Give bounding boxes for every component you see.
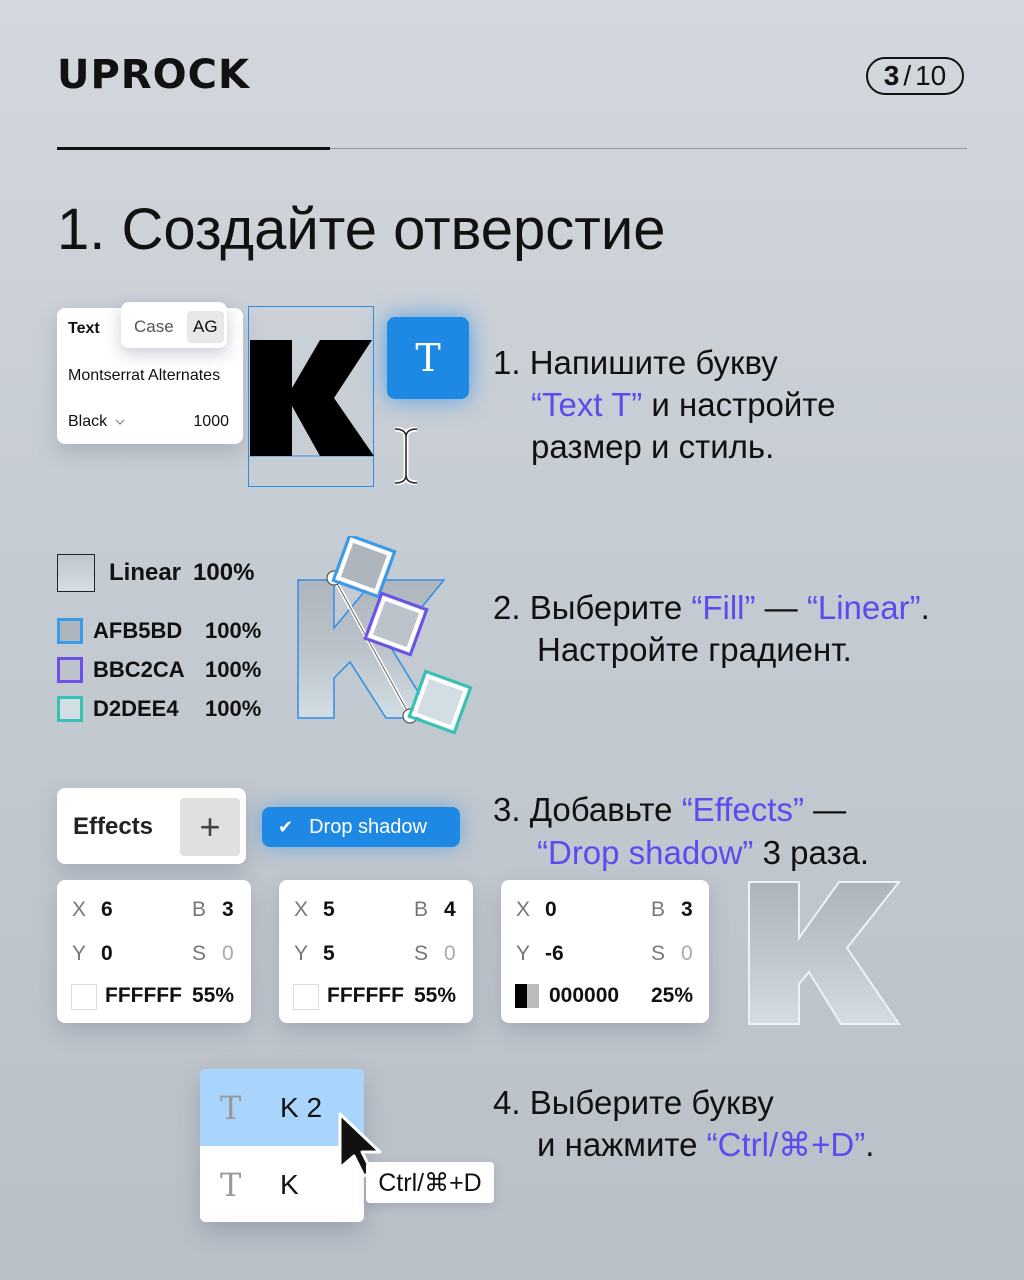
step1-quote: “Text T” bbox=[531, 386, 643, 423]
spread-value[interactable]: 0 bbox=[444, 942, 456, 965]
step4-text bbox=[493, 1082, 874, 1166]
step2-quote-linear: “Linear” bbox=[806, 589, 921, 626]
fill-type-row[interactable] bbox=[57, 554, 254, 592]
step2-quote-fill: “Fill” bbox=[691, 589, 756, 626]
shadow-color-hex[interactable]: FFFFFF bbox=[327, 984, 404, 1007]
embossed-letter-k-preview bbox=[743, 876, 903, 1028]
step2-line1: Выберите bbox=[529, 589, 692, 626]
effects-label: Effects bbox=[73, 813, 154, 840]
drop-shadow-label: Drop shadow bbox=[309, 815, 427, 838]
step3-text bbox=[493, 788, 869, 874]
gradient-stop-handle-3 bbox=[409, 671, 471, 733]
y-value[interactable]: 5 bbox=[323, 942, 335, 965]
fill-opacity: 100% bbox=[193, 559, 255, 586]
b-label: B bbox=[192, 898, 207, 921]
text-layer-icon: T bbox=[220, 1165, 242, 1204]
blur-value[interactable]: 3 bbox=[222, 898, 234, 921]
stop-opacity: 100% bbox=[205, 618, 262, 643]
page-title: 1. Создайте отверстие bbox=[57, 197, 666, 262]
step2-dot: . bbox=[920, 589, 930, 626]
letter-k-selected bbox=[248, 306, 374, 486]
blur-value[interactable]: 4 bbox=[444, 898, 456, 921]
step4-line1: Выберите букву bbox=[529, 1084, 774, 1121]
case-label: Case bbox=[134, 317, 174, 336]
s-label: S bbox=[651, 942, 666, 965]
step3-quote-dropshadow: “Drop shadow” bbox=[537, 834, 754, 871]
stop-color-swatch[interactable] bbox=[57, 618, 83, 644]
fill-preview-swatch[interactable] bbox=[57, 554, 95, 592]
case-uppercase-button[interactable]: AG bbox=[187, 311, 224, 343]
step2-dash: — bbox=[755, 589, 807, 626]
step2-number: 2. bbox=[493, 589, 521, 626]
x-value[interactable]: 5 bbox=[323, 898, 335, 921]
shadow-opacity[interactable]: 25% bbox=[651, 984, 694, 1007]
y-label: Y bbox=[72, 942, 87, 965]
shadow-opacity[interactable]: 55% bbox=[192, 984, 235, 1007]
y-label: Y bbox=[516, 942, 531, 965]
page-separator: / bbox=[903, 60, 912, 91]
y-value[interactable]: 0 bbox=[101, 942, 113, 965]
chevron-down-icon bbox=[115, 418, 125, 426]
progress-fill bbox=[57, 147, 330, 150]
s-label: S bbox=[192, 942, 207, 965]
step3-quote-effects: “Effects” bbox=[681, 791, 804, 828]
spread-value[interactable]: 0 bbox=[681, 942, 693, 965]
shadow-settings-card-3 bbox=[501, 880, 709, 1023]
step3-line1: Добавьте bbox=[529, 791, 682, 828]
text-label: Text bbox=[68, 320, 100, 337]
font-family-select[interactable]: Montserrat Alternates bbox=[68, 367, 221, 384]
uprock-logo: UPROCK bbox=[57, 52, 250, 98]
step3-line2: 3 раза. bbox=[753, 834, 870, 871]
shadow-settings-card-2 bbox=[279, 880, 473, 1023]
shadow-settings-card-1 bbox=[57, 880, 251, 1023]
shadow-color-hex[interactable]: 000000 bbox=[549, 984, 620, 1007]
y-label: Y bbox=[294, 942, 309, 965]
stop-color-swatch[interactable] bbox=[57, 696, 83, 722]
step2-line2: Настройте градиент. bbox=[537, 631, 852, 668]
font-weight-select[interactable] bbox=[68, 413, 125, 431]
text-cursor-icon bbox=[392, 427, 420, 485]
page-indicator bbox=[866, 57, 964, 95]
step2-text bbox=[493, 587, 930, 671]
gradient-stops-list bbox=[57, 615, 277, 725]
gradient-stop[interactable] bbox=[57, 693, 277, 725]
b-label: B bbox=[414, 898, 429, 921]
fill-type-label: Linear bbox=[109, 559, 182, 586]
text-layer-icon: T bbox=[220, 1088, 242, 1127]
shortcut-tooltip: Ctrl/⌘+D bbox=[366, 1162, 494, 1203]
case-popover bbox=[121, 302, 227, 348]
shadow-color-swatch[interactable] bbox=[293, 984, 319, 1010]
font-weight-value: Black bbox=[68, 413, 108, 430]
y-value[interactable]: -6 bbox=[545, 942, 564, 965]
text-tool-button[interactable]: T bbox=[387, 317, 469, 399]
stop-opacity: 100% bbox=[205, 657, 262, 682]
font-size-field[interactable]: 1000 bbox=[193, 413, 229, 430]
step4-line2: и нажмите bbox=[537, 1126, 707, 1163]
x-value[interactable]: 6 bbox=[101, 898, 113, 921]
shadow-opacity[interactable]: 55% bbox=[414, 984, 457, 1007]
shadow-color-swatch[interactable] bbox=[515, 984, 539, 1008]
step4-dot: . bbox=[865, 1126, 875, 1163]
stop-hex: AFB5BD bbox=[93, 618, 183, 643]
step4-quote-shortcut: “Ctrl/⌘+D” bbox=[706, 1126, 866, 1163]
x-value[interactable]: 0 bbox=[545, 898, 557, 921]
layer-name: K 2 bbox=[280, 1091, 323, 1123]
add-effect-button[interactable]: + bbox=[180, 798, 240, 856]
step3-dash: — bbox=[803, 791, 847, 828]
gradient-letter-k-illustration bbox=[294, 536, 474, 736]
page-current: 3 bbox=[883, 60, 900, 91]
gradient-stop[interactable] bbox=[57, 615, 277, 647]
b-label: B bbox=[651, 898, 666, 921]
x-label: X bbox=[294, 898, 309, 921]
step3-number: 3. bbox=[493, 791, 521, 828]
check-icon: ✔ bbox=[278, 816, 294, 837]
drop-shadow-option[interactable] bbox=[262, 807, 460, 847]
step1-line2: и настройте bbox=[642, 386, 836, 423]
s-label: S bbox=[414, 942, 429, 965]
shadow-color-hex[interactable]: FFFFFF bbox=[105, 984, 182, 1007]
page-total: 10 bbox=[915, 60, 947, 91]
layer-name: K bbox=[280, 1168, 299, 1200]
shadow-color-swatch[interactable] bbox=[71, 984, 97, 1010]
stop-color-swatch[interactable] bbox=[57, 657, 83, 683]
spread-value[interactable]: 0 bbox=[222, 942, 234, 965]
step1-text bbox=[493, 342, 835, 468]
letter-k-frame bbox=[248, 306, 374, 488]
x-label: X bbox=[72, 898, 87, 921]
blur-value[interactable]: 3 bbox=[681, 898, 693, 921]
step1-number: 1. bbox=[493, 344, 521, 381]
step1-line3: размер и стиль. bbox=[531, 428, 775, 465]
stop-hex: BBC2CA bbox=[93, 657, 185, 682]
stop-opacity: 100% bbox=[205, 696, 262, 721]
stop-hex: D2DEE4 bbox=[93, 696, 179, 721]
step4-number: 4. bbox=[493, 1084, 521, 1121]
step1-line1: Напишите букву bbox=[529, 344, 778, 381]
gradient-stop[interactable] bbox=[57, 654, 277, 686]
x-label: X bbox=[516, 898, 531, 921]
